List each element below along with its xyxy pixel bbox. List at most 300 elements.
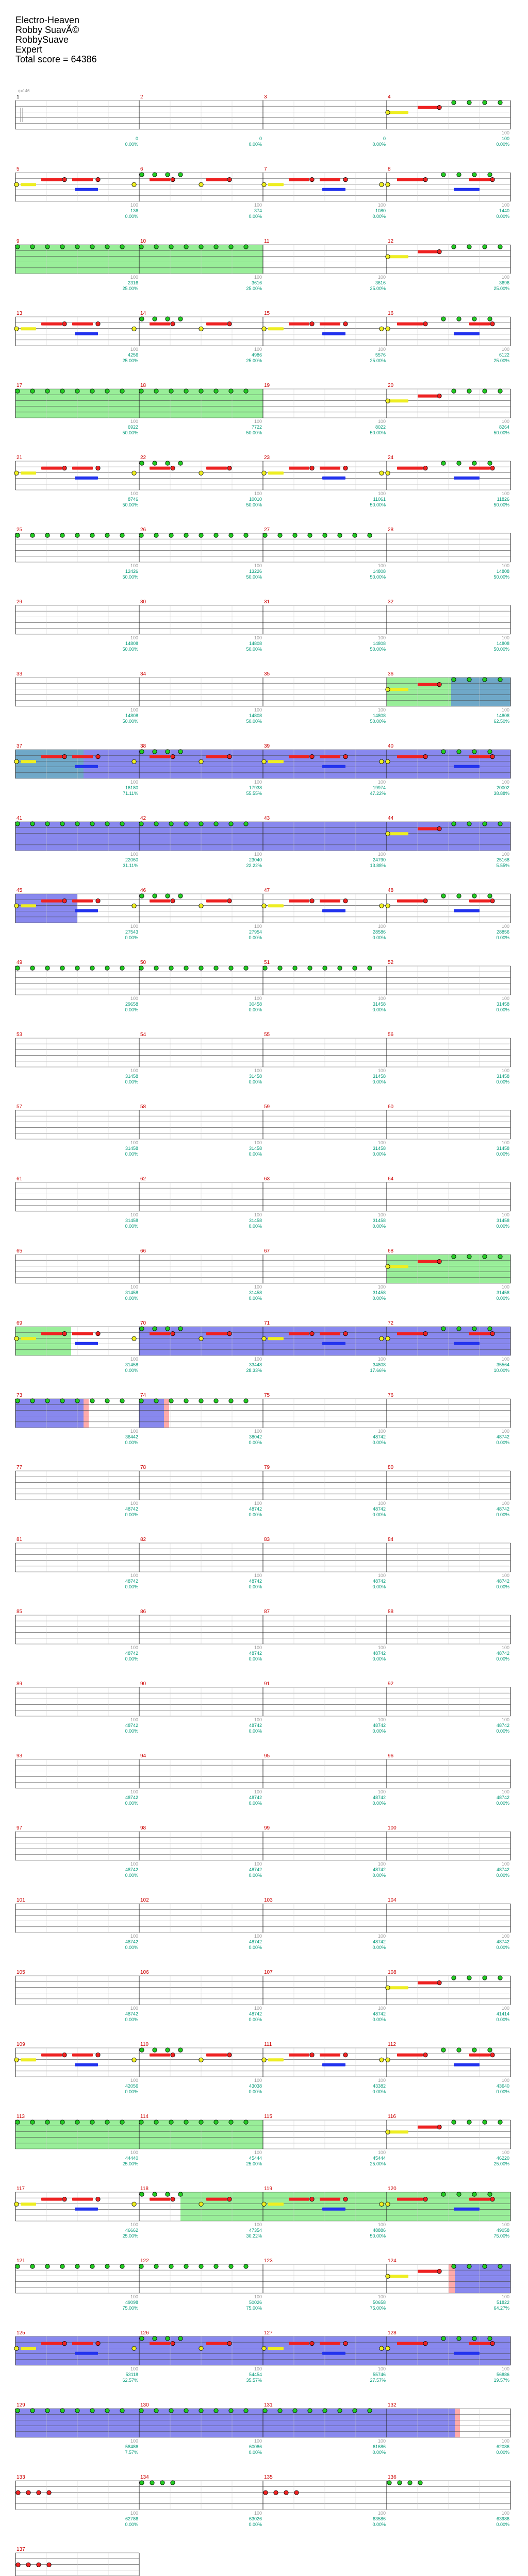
measure-85 — [15, 1615, 139, 1644]
measure-137 — [15, 2553, 139, 2576]
green-note — [353, 2409, 357, 2413]
multiplier-label: 100 — [254, 779, 262, 785]
red-sustain — [41, 2342, 62, 2345]
multiplier-label: 100 — [254, 707, 262, 713]
multiplier-label: 100 — [254, 419, 262, 424]
star-power-percent: 0.00% — [249, 1801, 262, 1806]
green-note — [75, 2409, 79, 2413]
measure-number: 22 — [140, 455, 146, 461]
blue-sustain — [75, 477, 98, 480]
green-note — [418, 2481, 422, 2485]
measure-100 — [387, 1832, 510, 1860]
star-power-percent: 50.00% — [246, 647, 262, 652]
red-sustain — [397, 2342, 423, 2345]
multiplier-label: 100 — [254, 2294, 262, 2299]
yellow-sustain — [388, 255, 408, 258]
measure-46 — [139, 894, 263, 923]
measure-99 — [263, 1832, 387, 1860]
red-sustain — [418, 827, 437, 831]
blue-sustain — [322, 2063, 345, 2066]
measure-104 — [387, 1904, 510, 1933]
green-note — [467, 822, 471, 826]
yellow-note — [262, 759, 266, 764]
green-note — [166, 1327, 170, 1331]
green-note — [214, 1399, 218, 1403]
measure-score: 100 — [501, 136, 509, 141]
green-note — [441, 461, 446, 465]
star-power-percent: 25.00% — [122, 2161, 138, 2166]
green-note — [140, 894, 144, 898]
red-note — [437, 105, 441, 109]
measure-number: 40 — [388, 743, 394, 749]
green-note — [120, 2409, 124, 2413]
measure-score: 38042 — [249, 1434, 262, 1439]
measure-number: 94 — [140, 1753, 146, 1759]
green-note — [457, 173, 461, 177]
red-note — [437, 1259, 441, 1263]
yellow-sustain — [21, 327, 36, 330]
measure-score: 27543 — [125, 929, 138, 935]
measure-number: 6 — [140, 166, 143, 172]
star-power-percent: 25.00% — [370, 286, 386, 291]
blue-sustain — [322, 188, 345, 191]
blue-sustain — [322, 765, 345, 768]
green-note — [308, 2409, 312, 2413]
star-power-percent: 0.00% — [125, 1801, 138, 1806]
measure-number: 54 — [140, 1032, 146, 1038]
measure-score: 48742 — [249, 1506, 262, 1512]
measure-14 — [139, 317, 263, 346]
green-note — [244, 533, 248, 537]
multiplier-label: 100 — [130, 779, 138, 785]
measure-106 — [139, 1976, 263, 2005]
measure-score: 14808 — [496, 713, 509, 718]
measure-score: 14808 — [372, 641, 386, 646]
measure-number: 8 — [388, 166, 391, 172]
red-sustain — [206, 755, 227, 758]
measure-13 — [15, 317, 139, 346]
yellow-note — [14, 182, 19, 187]
measure-number: 20 — [388, 383, 394, 388]
star-power-percent: 0.00% — [372, 2450, 386, 2455]
measure-number: 96 — [388, 1753, 394, 1759]
measure-number: 137 — [16, 2547, 25, 2552]
difficulty-label: Expert — [15, 44, 43, 55]
green-note — [278, 966, 282, 970]
yellow-note — [262, 1336, 266, 1341]
green-note — [30, 966, 35, 970]
yellow-sustain — [268, 471, 284, 474]
multiplier-label: 100 — [130, 2150, 138, 2155]
measure-number: 131 — [264, 2402, 273, 2408]
measure-92 — [387, 1687, 510, 1716]
red-sustain — [397, 2054, 423, 2057]
green-note — [166, 2192, 170, 2196]
green-note — [472, 173, 476, 177]
green-note — [105, 966, 109, 970]
red-note — [62, 177, 67, 181]
measure-score: 136 — [130, 208, 138, 213]
green-note — [184, 1399, 188, 1403]
green-note — [467, 2120, 471, 2124]
measure-7 — [263, 173, 387, 201]
yellow-note — [132, 2346, 136, 2350]
green-note — [120, 533, 124, 537]
measure-score: 48742 — [249, 1723, 262, 1728]
measure-score: 3616 — [375, 280, 386, 285]
yellow-note — [386, 182, 390, 187]
green-note — [483, 1976, 487, 1980]
green-note — [160, 2481, 164, 2485]
green-note — [452, 389, 456, 393]
red-note — [437, 826, 441, 831]
green-note — [199, 966, 203, 970]
measure-score: 48742 — [249, 2011, 262, 2016]
yellow-note — [386, 110, 390, 114]
red-sustain — [289, 1332, 309, 1335]
measure-number: 81 — [16, 1537, 23, 1543]
measure-number: 12 — [388, 239, 394, 244]
measure-number: 29 — [16, 599, 23, 605]
yellow-sustain — [21, 1337, 36, 1340]
multiplier-label: 100 — [130, 2294, 138, 2299]
multiplier-label: 100 — [501, 1861, 509, 1867]
red-note — [171, 899, 175, 903]
multiplier-label: 100 — [254, 2150, 262, 2155]
red-sustain — [41, 755, 62, 758]
yellow-note — [380, 2058, 384, 2062]
star-power-percent: 0.00% — [125, 2089, 138, 2094]
yellow-note — [262, 2058, 266, 2062]
star-power-percent: 0.00% — [249, 935, 262, 940]
red-note — [423, 321, 427, 326]
star-power-percent: 0.00% — [249, 2089, 262, 2094]
overdrive-end-marker — [455, 2409, 460, 2437]
red-sustain — [72, 323, 93, 326]
star-power-percent: 0.00% — [496, 142, 509, 147]
multiplier-label: 100 — [254, 1717, 262, 1722]
green-note — [229, 245, 233, 249]
green-note — [166, 461, 170, 465]
green-note — [90, 389, 94, 393]
measure-number: 102 — [140, 1897, 149, 1903]
star-power-percent: 25.00% — [493, 358, 509, 363]
star-power-percent: 64.27% — [493, 2306, 509, 2311]
red-note — [227, 177, 232, 181]
red-sustain — [72, 755, 93, 758]
measure-score: 56886 — [496, 2372, 509, 2377]
green-note — [483, 389, 487, 393]
yellow-note — [380, 1336, 384, 1341]
red-note — [490, 177, 494, 181]
yellow-note — [380, 2346, 384, 2350]
measure-score: 7722 — [251, 425, 262, 430]
green-note — [140, 461, 144, 465]
red-sustain — [289, 2342, 309, 2345]
green-note — [293, 533, 297, 537]
red-note — [26, 2563, 30, 2567]
measure-number: 26 — [140, 527, 146, 533]
red-note — [490, 754, 494, 758]
star-power-percent: 50.00% — [122, 719, 138, 724]
multiplier-label: 100 — [377, 202, 386, 208]
measure-score: 0 — [135, 136, 138, 141]
green-note — [214, 822, 218, 826]
measure-score: 48742 — [125, 1651, 138, 1656]
measure-number: 108 — [388, 1970, 397, 1975]
green-note — [467, 1976, 471, 1980]
star-power-percent: 0.00% — [372, 1079, 386, 1084]
green-note — [452, 677, 456, 682]
measure-number: 126 — [140, 2330, 149, 2336]
multiplier-label: 100 — [501, 2078, 509, 2083]
green-note — [178, 461, 183, 465]
measure-score: 14808 — [496, 569, 509, 574]
star-power-percent: 0.00% — [125, 1079, 138, 1084]
green-note — [169, 966, 173, 970]
multiplier-label: 100 — [501, 1645, 509, 1650]
measure-score: 1440 — [499, 208, 509, 213]
measure-number: 38 — [140, 743, 146, 749]
red-sustain — [418, 250, 437, 253]
red-sustain — [41, 1332, 62, 1335]
measure-score: 14808 — [125, 713, 138, 718]
yellow-note — [262, 2346, 266, 2350]
yellow-note — [132, 2058, 136, 2062]
yellow-sustain — [21, 2202, 36, 2206]
green-note — [498, 2120, 502, 2124]
star-power-percent: 0.00% — [372, 1151, 386, 1157]
measure-110 — [139, 2048, 263, 2077]
yellow-note — [380, 471, 384, 475]
red-note — [171, 466, 175, 470]
red-note — [490, 899, 494, 903]
star-power-percent: 0.00% — [496, 1007, 509, 1012]
measure-score: 48742 — [372, 1579, 386, 1584]
measure-score: 48742 — [372, 1506, 386, 1512]
red-note — [437, 1980, 441, 1985]
measure-number: 60 — [388, 1104, 394, 1110]
measure-19 — [263, 389, 387, 418]
star-power-percent: 0.00% — [125, 1873, 138, 1878]
measure-123 — [263, 2264, 387, 2293]
measure-98 — [139, 1832, 263, 1860]
measure-score: 48742 — [249, 1579, 262, 1584]
green-note — [178, 2336, 183, 2341]
star-power-percent: 0.00% — [372, 2522, 386, 2527]
green-note — [229, 2120, 233, 2124]
green-note — [154, 533, 158, 537]
star-power-percent: 25.00% — [493, 2161, 509, 2166]
green-note — [169, 2120, 173, 2124]
measure-number: 50 — [140, 960, 146, 965]
star-power-percent: 0.00% — [496, 1224, 509, 1229]
star-power-percent: 25.00% — [370, 2161, 386, 2166]
red-note — [227, 466, 232, 470]
yellow-note — [199, 904, 203, 908]
overdrive-end-marker — [84, 1399, 89, 1428]
green-note — [457, 2192, 461, 2196]
multiplier-label: 100 — [377, 635, 386, 640]
measure-score: 62086 — [496, 2444, 509, 2449]
measure-score: 13226 — [249, 569, 262, 574]
measure-score: 28856 — [496, 929, 509, 935]
green-note — [457, 750, 461, 754]
multiplier-label: 100 — [501, 1501, 509, 1506]
star-power-percent: 0.00% — [496, 935, 509, 940]
yellow-note — [386, 1336, 390, 1341]
measure-34 — [139, 677, 263, 706]
star-power-percent: 0.00% — [125, 1656, 138, 1662]
multiplier-label: 100 — [377, 1861, 386, 1867]
measure-number: 69 — [16, 1320, 23, 1326]
measure-number: 128 — [388, 2330, 397, 2336]
measure-score: 60086 — [249, 2444, 262, 2449]
measure-125 — [15, 2336, 139, 2365]
green-note — [75, 1399, 79, 1403]
star-power-percent: 25.00% — [122, 286, 138, 291]
red-note — [490, 2197, 494, 2201]
red-note — [437, 2125, 441, 2129]
measure-111 — [263, 2048, 387, 2077]
green-note — [488, 317, 492, 321]
red-note — [343, 754, 348, 758]
star-power-percent: 50.00% — [370, 647, 386, 652]
red-note — [62, 466, 67, 470]
yellow-note — [386, 2202, 390, 2206]
green-note — [169, 2264, 173, 2268]
measure-118 — [139, 2192, 263, 2221]
star-power-percent: 50.00% — [246, 502, 262, 507]
measure-69 — [15, 1327, 139, 1355]
multiplier-label: 100 — [377, 924, 386, 929]
star-power-percent: 25.00% — [246, 2161, 262, 2166]
green-note — [75, 2120, 79, 2124]
green-note — [184, 2409, 188, 2413]
red-note — [96, 2053, 100, 2057]
green-note — [184, 966, 188, 970]
red-sustain — [469, 2198, 490, 2201]
multiplier-label: 100 — [254, 563, 262, 568]
yellow-note — [132, 759, 136, 764]
multiplier-label: 100 — [130, 924, 138, 929]
multiplier-label: 100 — [501, 1429, 509, 1434]
red-sustain — [469, 900, 490, 903]
overdrive-region — [451, 677, 510, 706]
green-note — [278, 533, 282, 537]
green-note — [293, 966, 297, 970]
green-note — [153, 894, 157, 898]
green-note — [45, 2264, 50, 2268]
green-note — [166, 894, 170, 898]
measure-93 — [15, 1759, 139, 1788]
red-sustain — [397, 755, 423, 758]
star-power-percent: 0.00% — [372, 1584, 386, 1589]
measure-score: 14808 — [249, 713, 262, 718]
measure-number: 79 — [264, 1465, 270, 1470]
measure-66 — [139, 1255, 263, 1283]
red-note — [96, 899, 100, 903]
red-note — [62, 1331, 67, 1335]
red-sustain — [289, 755, 309, 758]
red-note — [16, 2563, 20, 2567]
yellow-note — [199, 182, 203, 187]
measure-115 — [263, 2120, 387, 2149]
green-note — [178, 894, 183, 898]
measure-score: 31458 — [496, 1290, 509, 1295]
green-note — [139, 389, 143, 393]
red-note — [171, 321, 175, 326]
star-power-percent: 0.00% — [496, 1512, 509, 1517]
measure-number: 92 — [388, 1681, 394, 1687]
green-note — [105, 2120, 109, 2124]
yellow-note — [14, 1336, 19, 1341]
measure-4 — [387, 100, 510, 129]
yellow-sustain — [268, 183, 284, 186]
yellow-note — [132, 327, 136, 331]
blue-sustain — [75, 2352, 98, 2355]
measure-36 — [387, 677, 510, 706]
yellow-note — [132, 471, 136, 475]
green-note — [483, 1255, 487, 1259]
measure-number: 98 — [140, 1825, 146, 1831]
measure-84 — [387, 1543, 510, 1572]
green-note — [184, 2264, 188, 2268]
multiplier-label: 100 — [130, 1861, 138, 1867]
red-note — [343, 2197, 348, 2201]
measure-90 — [139, 1687, 263, 1716]
green-note — [140, 317, 144, 321]
multiplier-label: 100 — [377, 1357, 386, 1362]
green-note — [45, 2120, 50, 2124]
star-power-percent: 0.00% — [125, 1584, 138, 1589]
multiplier-label: 100 — [130, 2006, 138, 2011]
multiplier-label: 100 — [377, 2511, 386, 2516]
measure-score: 3616 — [251, 280, 262, 285]
green-note — [153, 2048, 157, 2052]
measure-number: 107 — [264, 1970, 273, 1975]
measure-45 — [15, 894, 139, 923]
green-note — [441, 1327, 446, 1331]
blue-sustain — [454, 1342, 480, 1345]
measure-16 — [387, 317, 510, 346]
red-sustain — [397, 467, 423, 470]
star-power-percent: 0.00% — [249, 142, 262, 147]
star-power-percent: 0.00% — [125, 935, 138, 940]
red-note — [490, 2053, 494, 2057]
red-note — [490, 321, 494, 326]
measure-number: 37 — [16, 743, 23, 749]
green-note — [139, 2409, 143, 2413]
measure-37 — [15, 750, 139, 778]
star-power-percent: 0.00% — [125, 1151, 138, 1157]
measure-score: 48742 — [372, 1795, 386, 1800]
multiplier-label: 100 — [377, 996, 386, 1001]
red-note — [343, 899, 348, 903]
red-sustain — [150, 2054, 170, 2057]
red-sustain — [206, 178, 227, 181]
measure-score: 48742 — [125, 1723, 138, 1728]
green-note — [178, 317, 183, 321]
measure-number: 34 — [140, 671, 146, 677]
measure-number: 103 — [264, 1897, 273, 1903]
star-power-percent: 50.00% — [246, 430, 262, 435]
multiplier-label: 100 — [377, 1212, 386, 1217]
green-note — [368, 2409, 372, 2413]
measure-number: 87 — [264, 1609, 270, 1615]
green-note — [30, 245, 35, 249]
yellow-note — [386, 2346, 390, 2350]
